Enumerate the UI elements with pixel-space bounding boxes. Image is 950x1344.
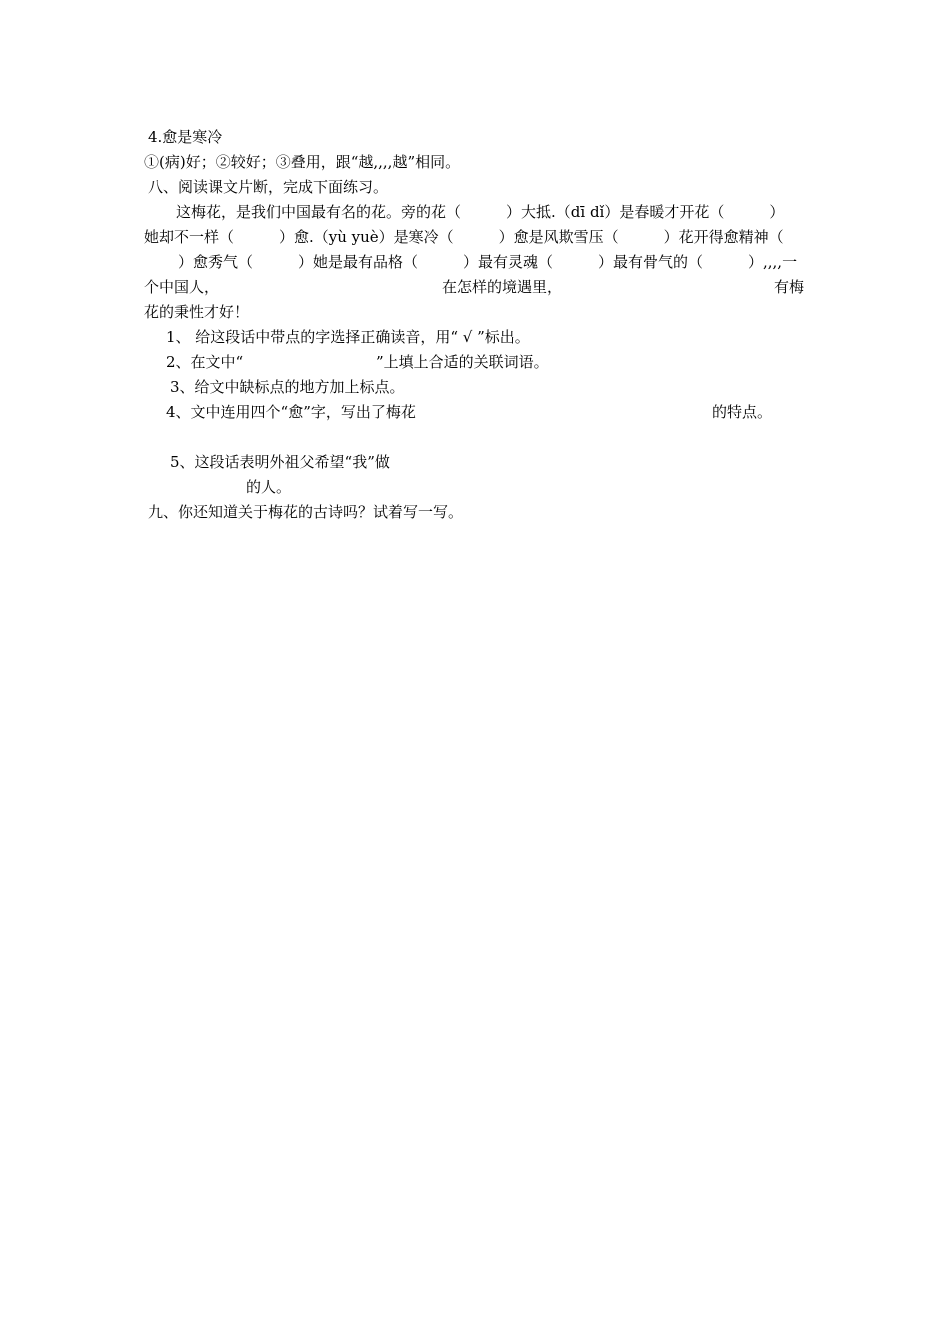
passage-line-5: 花的秉性才好！	[144, 303, 250, 321]
question-5-continuation: 的人。	[246, 478, 292, 496]
passage-line-4-end: 有梅	[774, 278, 805, 296]
question-1: 1、 给这段话中带点的字选择正确读音，用“ √ ”标出。	[166, 328, 530, 346]
passage-line-4-middle: 在怎样的境遇里，	[442, 278, 563, 296]
text-line-definitions: ①(病)好；②较好；③叠用，跟“越,,,,越”相同。	[144, 153, 461, 171]
passage-line-4-start: 个中国人，	[144, 278, 220, 296]
passage-line-3: ）愈秀气（ ）她是最有品格（ ）最有灵魂（ ）最有骨气的（ ）,,,,一	[148, 253, 798, 271]
question-3: 3、给文中缺标点的地方加上标点。	[170, 378, 405, 396]
question-4-start: 4、文中连用四个“愈”字，写出了梅花	[166, 403, 416, 421]
question-2-end: ”上填上合适的关联词语。	[376, 353, 549, 371]
text-line-4: 4.愈是寒冷	[148, 128, 223, 146]
question-5: 5、这段话表明外祖父希望“我”做	[170, 453, 390, 471]
passage-line-1: 这梅花，是我们中国最有名的花。旁的花（ ）大抵.（dī dǐ）是春暖才开花（ ）	[176, 203, 785, 221]
section-heading-9: 九、你还知道关于梅花的古诗吗？试着写一写。	[148, 503, 464, 521]
section-heading-8: 八、阅读课文片断，完成下面练习。	[148, 178, 389, 196]
question-4-end: 的特点。	[712, 403, 773, 421]
question-2-start: 2、在文中“	[166, 353, 244, 371]
passage-line-2: 她却不一样（ ）愈.（yù yuè）是寒冷（ ）愈是风欺雪压（ ）花开得愈精神（	[144, 228, 784, 246]
